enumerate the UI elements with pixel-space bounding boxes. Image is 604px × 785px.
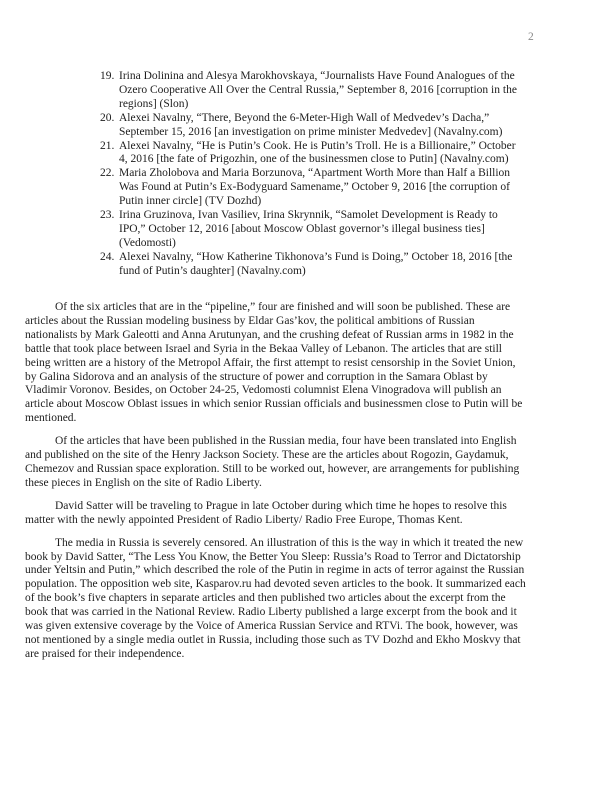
report-body <box>25 301 526 671</box>
reference-text: Alexei Navalny, “He is Putin’s Cook. He is Putin’s Troll. He is a Billionaire,” October 4, 2016 [the fate of Prigozhin, one of the businessmen close to Putin] (Navalny.com) <box>119 139 516 166</box>
reference-number: 24. <box>100 250 115 263</box>
reference-item-24 <box>25 251 527 279</box>
reference-number: 21. <box>100 139 115 152</box>
reference-item-23 <box>25 209 527 251</box>
paragraph-media-censorship: The media in Russia is severely censored. An illustration of this is the way in which it treated the new book by David Satter, “The Less You Know, the Better You Sleep: Russia’s Road to Terror and Dictatorship under Yeltsin and Putin,” which described the role of the Putin in regime in acts of terror against the Russian population. The opposition web site, Kasparov.ru had devoted seven articles to the book. It summarized each of the book’s five chapters in separate articles and then published two articles about the excerpt from the book that was carried in the National Review. Radio Liberty published a large excerpt from the book and it was given extensive coverage by the Voice of America Russian Service and RTVi. The book, however, was not mentioned by a single media outlet in Russia, including those such as TV Dozhd and Ekho Moskvy that are praised for their independence. <box>25 536 526 660</box>
paragraph-prague-trip: David Satter will be traveling to Prague in late October during which time he hopes to resolve this matter with the newly appointed President of Radio Liberty/ Radio Free Europe, Thomas Kent. <box>25 499 507 526</box>
reference-number: 20. <box>100 111 115 124</box>
reference-text: Irina Dolinina and Alesya Marokhovskaya, “Journalists Have Found Analogues of the Ozero Cooperative All Over the Central Russia,” September 8, 2016 [corruption in the regions] (Slon) <box>119 70 517 110</box>
paragraph-pipeline-articles: Of the six articles that are in the “pipeline,” four are finished and will soon be published. These are articles about the Russian modeling business by Eldar Gas’kov, the political ambitions of Russian nationalists by Mark Galeotti and Anna Arutunyan, and the crushing defeat of Russian arms in 1982 in the battle that took place between Israel and Syria in the Bekaa Valley of Lebanon. The articles that are still being written are a history of the Metropol Affair, the first attempt to resist censorship in the Soviet Union, by Galina Sidorova and an analysis of the structure of power and corruption in the Samara Oblast by Vladimir Voronov. Besides, on October 24-25, Vedomosti columnist Elena Vinogradova will publish an article about Moscow Oblast issues in which senior Russian officials and businessmen close to Putin will be mentioned. <box>25 301 523 425</box>
reference-text: Alexei Navalny, “There, Beyond the 6-Meter-High Wall of Medvedev’s Dacha,” September 15, 2016 [an investigation on prime minister Medvedev] (Navalny.com) <box>119 111 503 138</box>
page-number: 2 <box>528 31 534 43</box>
reference-number: 19. <box>100 70 115 82</box>
reference-text: Alexei Navalny, “How Katherine Tikhonova’s Fund is Doing,” October 18, 2016 [the fund of Putin’s daughter] (Navalny.com) <box>119 250 513 277</box>
reference-text: Maria Zholobova and Maria Borzunova, “Apartment Worth More than Half a Billion Was Found at Putin’s Ex-Bodyguard Samename,” October 9, 2016 [the corruption of Putin inner circle] (TV Dozhd) <box>119 167 511 208</box>
reference-item-20 <box>25 112 527 140</box>
reference-item-21 <box>25 140 527 168</box>
reference-item-19 <box>25 70 527 112</box>
reference-list <box>25 70 527 279</box>
reference-number: 23. <box>100 209 115 222</box>
reference-item-22 <box>25 167 527 209</box>
paragraph-published-articles: Of the articles that have been published in the Russian media, four have been translated into English and published on the site of the Henry Jackson Society. These are the articles about Rogozin, Gaydamuk, Chemezov and Russian space exploration. Still to be worked out, however, are arrangements for publishing these pieces in English on the site of Radio Liberty. <box>25 435 520 489</box>
reference-number: 22. <box>100 167 115 180</box>
reference-text: Irina Gruzinova, Ivan Vasiliev, Irina Skrynnik, “Samolet Development is Ready to IPO,” October 12, 2016 [about Moscow Oblast governor’s illegal business ties] (Vedomosti) <box>119 209 498 249</box>
